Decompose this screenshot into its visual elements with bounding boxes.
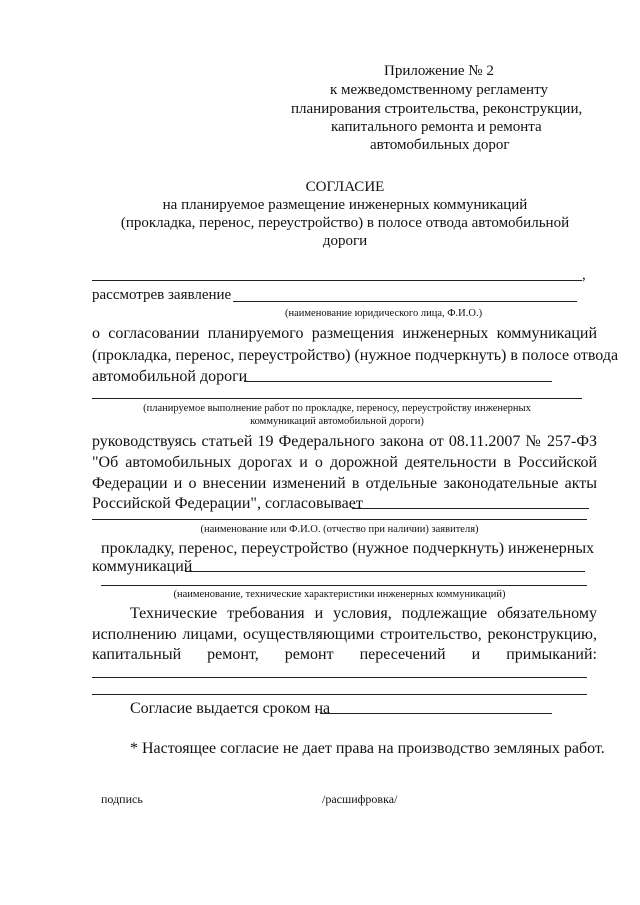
communications-blank-line xyxy=(185,571,585,572)
footnote: * Настоящее согласие не дает права на производство земляных работ. xyxy=(130,740,605,757)
document-subtitle: на планируемое размещение инженерных коммуникаций xyxy=(162,197,528,213)
caption-name: (наименование или Ф.И.О. (отчество при наличии) заявителя) xyxy=(200,524,479,535)
law-line: Федерации и о внесении изменений в отдельные законодательные акты xyxy=(92,475,597,492)
requirements-line: капитальный ремонт, ремонт пересечений и примыканий: xyxy=(92,646,597,663)
requirements-line: Технические требования и условия, подлежащие обязательному xyxy=(130,605,597,622)
law-line: руководствуясь статьей 19 Федерального закона от 08.11.2007 № 257-ФЗ xyxy=(92,433,597,450)
header-line: автомобильных дорог xyxy=(370,137,510,153)
caption-works: коммуникаций автомобильной дороги) xyxy=(250,416,424,427)
reviewed-label: рассмотрев заявление xyxy=(92,287,232,303)
works-blank-line xyxy=(92,398,582,399)
communications-label: коммуникаций xyxy=(92,558,193,575)
works-line: прокладку, перенос, переустройство (нужное подчеркнуть) инженерных xyxy=(101,540,595,557)
road-label: автомобильной дороги xyxy=(92,368,248,385)
requirements-blank-line xyxy=(92,694,587,695)
header-line: планирования строительства, реконструкции, xyxy=(291,101,583,117)
term-label: Согласие выдается сроком на xyxy=(130,700,331,717)
authority-blank-line xyxy=(92,280,582,281)
approves-blank-line xyxy=(352,508,589,509)
applicant-name-blank-line xyxy=(92,519,587,520)
caption-works: (планируемое выполнение работ по прокладке, переносу, переустройству инженерных xyxy=(143,403,531,414)
law-line: Российской Федерации", согласовывает xyxy=(92,495,363,512)
paragraph-line: о согласовании планируемого размещения инженерных коммуникаций xyxy=(92,325,597,342)
requirements-blank-line xyxy=(92,677,587,678)
document-subtitle: (прокладка, перенос, переустройство) в полосе отвода автомобильной xyxy=(120,215,570,231)
characteristics-blank-line xyxy=(101,585,587,586)
paragraph-line: (прокладка, перенос, переустройство) (нужное подчеркнуть) в полосе отвода xyxy=(92,347,619,364)
caption-applicant: (наименование юридического лица, Ф.И.О.) xyxy=(285,308,483,319)
comma: , xyxy=(582,267,586,283)
term-blank-line xyxy=(320,713,552,714)
signature-label: подпись xyxy=(101,792,143,806)
document-subtitle: дороги xyxy=(322,233,368,249)
header-line: капитального ремонта и ремонта xyxy=(331,119,542,135)
law-line: "Об автомобильных дорогах и о дорожной деятельности в Российской xyxy=(92,454,597,471)
header-line: к межведомственному регламенту xyxy=(330,82,548,98)
document-title: СОГЛАСИЕ xyxy=(305,179,385,195)
requirements-line: исполнению лицами, осуществляющими строительство, реконструкцию, xyxy=(92,626,597,643)
road-blank-line xyxy=(244,381,552,382)
caption-characteristics: (наименование, технические характеристики инженерных коммуникаций) xyxy=(173,589,506,600)
decode-label: /расшифровка/ xyxy=(322,792,398,806)
applicant-blank-line xyxy=(233,301,577,302)
appendix-number: Приложение № 2 xyxy=(384,63,494,79)
